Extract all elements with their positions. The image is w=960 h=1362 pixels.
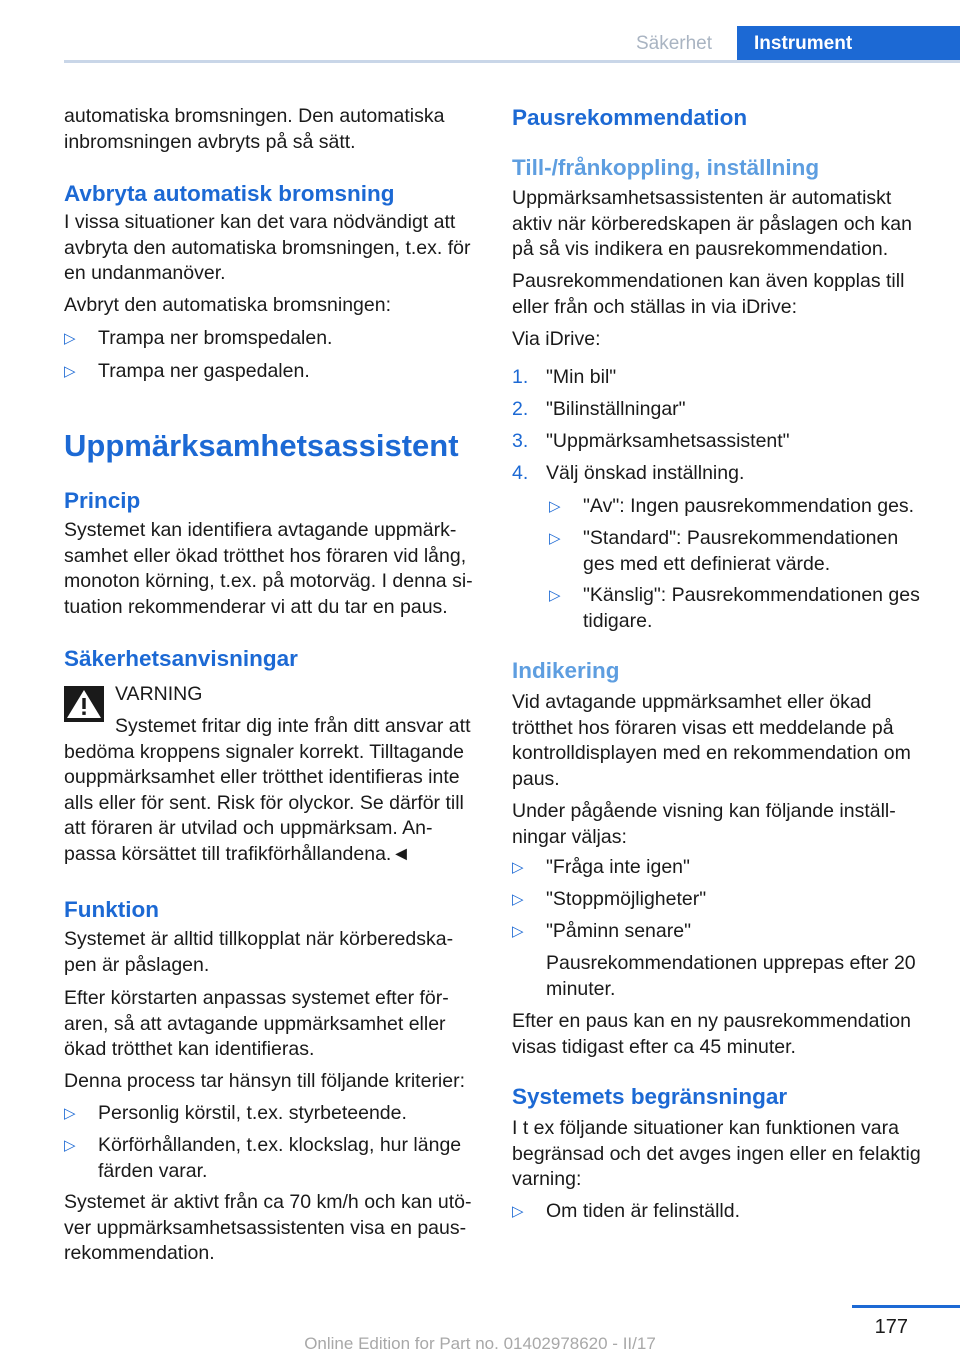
paragraph-auto-active: Uppmärksamhetsassistenten är automatiskt aktiv när körberedskapen är påslagen och kan på så vis indikera en pausrekommendation. bbox=[512, 187, 912, 260]
heading-system-limits: Systemets begränsningar bbox=[512, 1084, 788, 1109]
paragraph-remind-note: Pausrekommendationen upprepas efter 20 minuter. bbox=[546, 952, 916, 1000]
paragraph-cancel-how: Avbryt den automatiska bromsningen: bbox=[64, 294, 391, 316]
paragraph-limits: I t ex följande situationer kan funktionen vara begränsad och det avges ingen eller en felaktig varning: bbox=[512, 1117, 921, 1190]
triangle-bullet-icon: ▷ bbox=[512, 859, 524, 876]
footer-edition: Online Edition for Part no. 01402978620 - II/17 bbox=[304, 1334, 656, 1353]
triangle-bullet-icon: ▷ bbox=[512, 1203, 524, 1220]
triangle-bullet-icon: ▷ bbox=[549, 498, 561, 515]
warning-triangle-icon bbox=[64, 686, 104, 722]
chapter-title: Uppmärksamhetsassistent bbox=[64, 428, 459, 463]
paragraph-intro: automatiska bromsningen. Den automatiska inbromsningen avbryts på så sätt. bbox=[64, 105, 445, 153]
header-chapter-tab: Instrument bbox=[737, 26, 960, 62]
paragraph-function: Systemet är alltid tillkopplat när körberedska- pen är påslagen. bbox=[64, 928, 454, 976]
paragraph-cancel: I vissa situationer kan det vara nödvändigt att avbryta den automatiska bromsningen, t.ex. för en undanmanöver. bbox=[64, 211, 471, 284]
heading-toggle-setting: Till-/frånkoppling, inställning bbox=[512, 155, 820, 180]
warning-text: Systemet fritar dig inte från ditt ansvar att bedöma kroppens signaler korrekt. Tilltagande ouppmärksamhet eller trötthet identifieras inte alls eller för sent. Risk för olyckor. Se därför till att föraren är utvilad och uppmärksam. An- passa körsättet till trafikförhållandena.◄ bbox=[64, 715, 471, 865]
paragraph-via-idrive: Via iDrive: bbox=[512, 328, 601, 350]
paragraph-criteria: Denna process tar hänsyn till följande kriterier: bbox=[64, 1070, 466, 1092]
paragraph-indication: Vid avtagande uppmärksamhet eller ökad trötthet hos föraren visas ett meddelande på kontrolldisplayen med en rekommendation om paus. bbox=[512, 691, 911, 790]
triangle-bullet-icon: ▷ bbox=[512, 891, 524, 908]
triangle-bullet-icon: ▷ bbox=[549, 530, 561, 547]
triangle-bullet-icon: ▷ bbox=[64, 330, 76, 347]
header-divider bbox=[64, 60, 960, 63]
heading-principle: Princip bbox=[64, 488, 141, 513]
footer-divider bbox=[852, 1305, 960, 1308]
paragraph-after-break: Efter en paus kan en ny pausrekommendation visas tidigast efter ca 45 minuter. bbox=[512, 1010, 911, 1058]
heading-pause-recommendation: Pausrekommendation bbox=[512, 105, 748, 130]
heading-function: Funktion bbox=[64, 897, 159, 922]
page-number: 177 bbox=[874, 1316, 908, 1338]
paragraph-options: Under pågående visning kan följande inställ- ningar väljas: bbox=[512, 800, 896, 848]
triangle-bullet-icon: ▷ bbox=[64, 1105, 76, 1122]
heading-indication: Indikering bbox=[512, 658, 620, 683]
heading-cancel-braking: Avbryta automatisk bromsning bbox=[64, 181, 395, 206]
heading-safety: Säkerhetsanvisningar bbox=[64, 646, 298, 671]
warning-title: VARNING bbox=[115, 683, 203, 705]
triangle-bullet-icon: ▷ bbox=[512, 923, 524, 940]
triangle-bullet-icon: ▷ bbox=[64, 1137, 76, 1154]
paragraph-adapt: Efter körstarten anpassas systemet efter för- aren, så att avtagande uppmärksamhet eller ökad trötthet kan identifieras. bbox=[64, 987, 449, 1060]
header-section-label: Säkerhet bbox=[635, 33, 713, 54]
triangle-bullet-icon: ▷ bbox=[64, 363, 76, 380]
paragraph-idrive: Pausrekommendationen kan även kopplas till eller från och ställas in via iDrive: bbox=[512, 270, 905, 318]
paragraph-active: Systemet är aktivt från ca 70 km/h och kan utö- ver uppmärksamhetsassistenten visa en paus- rekommendation. bbox=[64, 1191, 472, 1264]
triangle-bullet-icon: ▷ bbox=[549, 587, 561, 604]
paragraph-principle: Systemet kan identifiera avtagande uppmärk- samhet eller ökad trötthet hos föraren vid lång, monoton körning, t.ex. på motorväg. I denna si- tuation rekommenderar vi att du tar en paus. bbox=[64, 519, 473, 618]
